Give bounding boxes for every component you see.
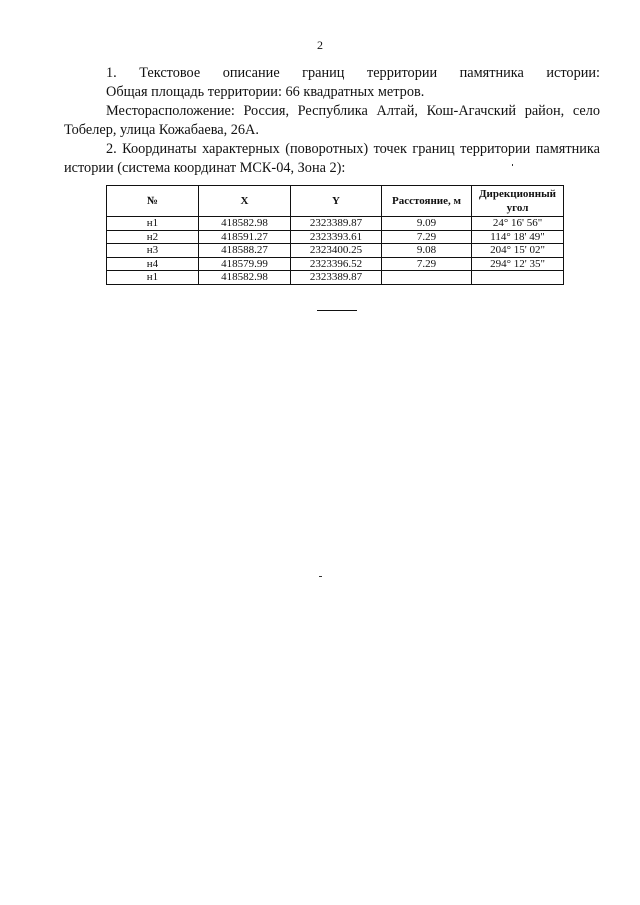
header-x: X	[199, 186, 291, 217]
cell-y: 2323396.52	[291, 257, 382, 271]
cell-point: н1	[107, 217, 199, 231]
cell-distance: 9.08	[382, 244, 472, 258]
document-body	[64, 64, 600, 178]
cell-angle	[472, 271, 564, 285]
cell-point: н1	[107, 271, 199, 285]
table-row	[107, 271, 564, 285]
paragraph-coordinates-heading: 2. Координаты характерных (поворотных) точек границ территории памятника истории (система координат МСК-04, Зона 2):	[64, 141, 600, 176]
table-header-row	[107, 186, 564, 217]
cell-point: н2	[107, 230, 199, 244]
cell-distance: 7.29	[382, 230, 472, 244]
cell-x: 418591.27	[199, 230, 291, 244]
table-row	[107, 244, 564, 258]
cell-y: 2323393.61	[291, 230, 382, 244]
cell-x: 418582.98	[199, 271, 291, 285]
table-row	[107, 257, 564, 271]
cell-angle: 24° 16' 56"	[472, 217, 564, 231]
header-y: Y	[291, 186, 382, 217]
cell-x: 418579.99	[199, 257, 291, 271]
header-distance: Расстояние, м	[382, 186, 472, 217]
cell-y: 2323389.87	[291, 271, 382, 285]
table-row	[107, 217, 564, 231]
table-row	[107, 230, 564, 244]
coordinates-table	[106, 185, 564, 285]
cell-distance: 7.29	[382, 257, 472, 271]
cell-angle: 294° 12' 35"	[472, 257, 564, 271]
cell-angle: 204° 15' 02"	[472, 244, 564, 258]
scan-speck	[512, 164, 513, 166]
paragraph-location: Месторасположение: Россия, Республика Алтай, Кош-Агачский район, село Тобелер, улица Кожабаева, 26А.	[64, 103, 600, 138]
cell-x: 418588.27	[199, 244, 291, 258]
cell-angle: 114° 18' 49"	[472, 230, 564, 244]
header-direction-angle: Дирекционный угол	[472, 186, 564, 217]
cell-point: н3	[107, 244, 199, 258]
cell-x: 418582.98	[199, 217, 291, 231]
scan-speck	[319, 576, 322, 577]
separator-line	[317, 310, 357, 311]
cell-distance: 9.09	[382, 217, 472, 231]
page-number: 2	[317, 38, 323, 52]
paragraph-total-area: Общая площадь территории: 66 квадратных метров.	[106, 84, 425, 100]
cell-point: н4	[107, 257, 199, 271]
cell-y: 2323400.25	[291, 244, 382, 258]
header-number: №	[107, 186, 199, 217]
paragraph-text-description-heading: 1. Текстовое описание границ территории памятника истории:	[106, 65, 600, 81]
cell-y: 2323389.87	[291, 217, 382, 231]
cell-distance	[382, 271, 472, 285]
